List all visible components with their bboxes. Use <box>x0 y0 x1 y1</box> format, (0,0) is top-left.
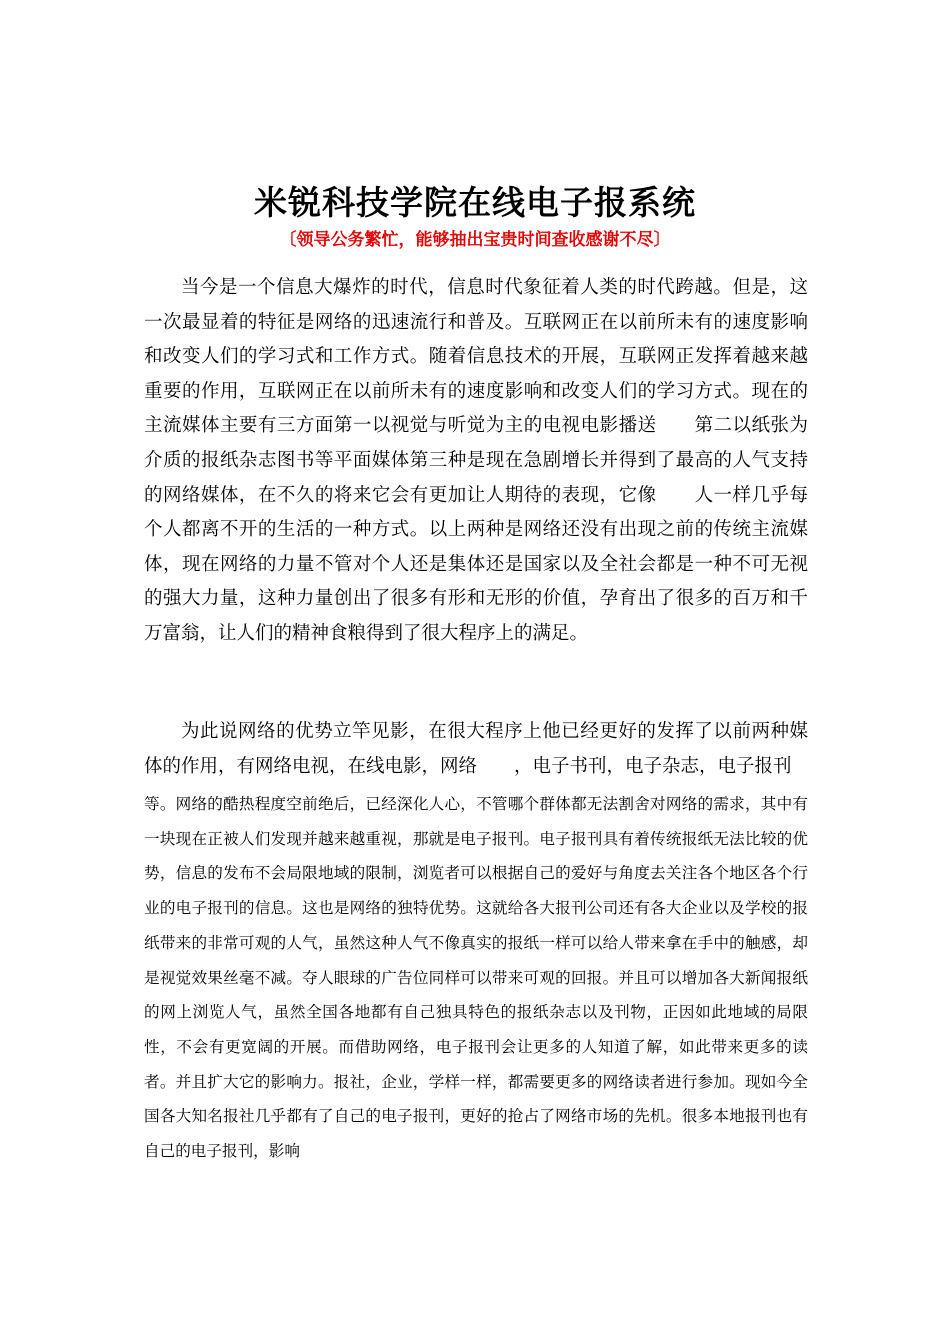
paragraph-2: 为此说网络的优势立竿见影，在很大程序上他已经更好的发挥了以前两种媒体的作用，有网络电视，在线电影，网络 ，电子书刊，电子杂志，电子报刊 <box>144 721 808 777</box>
paragraph-3: 等。网络的酷热程度空前绝后，已经深化人心，不管哪个群体都无法割舍对网络的需求，其中有一块现在正被人们发现并越来越重视，那就是电子报刊。电子报刊具有着传统报纸无法比较的优势，信息的发布不会局限地域的限制，浏览者可以根据自己的爱好与角度去关注各个地区各个行业的电子报刊的信息。这也是网络的独特优势。这就给各大报刊公司还有各大企业以及学校的报纸带来的非常可观的人气，虽然这种人气不像真实的报纸一样可以给人带来拿在手中的触感，却是视觉效果丝毫不减。夺人眼球的广告位同样可以带来可观的回报。并且可以增加各大新闻报纸的网上浏览人气，虽然全国各地都有自己独具特色的报纸杂志以及刊物，正因如此地域的局限性，不会有更宽阔的开展。而借助网络，电子报刊会让更多的人知道了解，如此带来更多的读者。并且扩大它的影响力。报社，企业，学样一样，都需要更多的网络读者进行参加。现如今全国各大知名报社几乎都有了自己的电子报刊，更好的抢占了网络市场的先机。很多本地报刊也有自己的电子报刊，影响 <box>144 795 808 1161</box>
paragraph-1: 当今是一个信息大爆炸的时代，信息时代象征着人类的时代跨越。但是，这一次最显着的特征是网络的迅速流行和普及。互联网正在以前所未有的速度影响和改变人们的学习式和工作方式。随着信息技术的开展，互联网正发挥着越来越重要的作用，互联网正在以前所未有的速度影响和改变人们的学习方式。现在的主流媒体主要有三方面第一以视觉与听觉为主的电视电影播送 第二以纸张为介质的报纸杂志图书等平面媒体第三种是现在急剧增长并得到了最高的人气支持的网络媒体，在不久的将来它会有更加让人期待的表现，它像 人一样几乎每个人都离不开的生活的一种方式。以上两种是网络还没有出现之前的传统主流媒体，现在网络的力量不管对个人还是集体还是国家以及全社会都是一种不可无视的强大力量，这种力量创出了很多有形和无形的价值，孕育出了很多的百万和千万富翁，让人们的精神食粮得到了很大程序上的满足。 <box>144 277 808 644</box>
document-title: 米锐科技学院在线电子报系统 <box>254 183 696 222</box>
document-subtitle: 〔领导公务繁忙，能够抽出宝贵时间查收感谢不尽〕 <box>279 230 671 250</box>
